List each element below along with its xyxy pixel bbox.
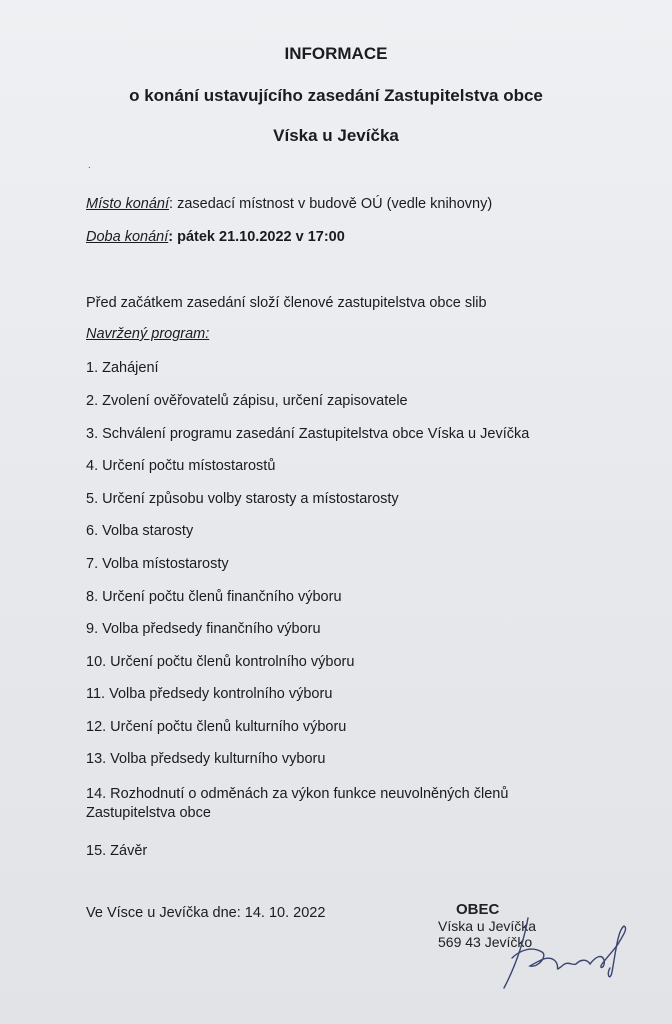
program-item: 1. Zahájení	[86, 360, 159, 376]
program-item: 5. Určení způsobu volby starosty a místostarosty	[86, 491, 399, 507]
time-colon: :	[168, 229, 178, 245]
place-name: Víska u Jevíčka	[273, 126, 399, 145]
program-item: 9. Volba předsedy finančního výboru	[86, 621, 321, 637]
program-item: 12. Určení počtu členů kulturního výboru	[86, 719, 347, 735]
program-item: 10. Určení počtu členů kontrolního výboru	[86, 654, 355, 670]
signature-icon	[490, 910, 640, 1000]
venue-value: : zasedací místnost v budově OÚ (vedle knihovny)	[169, 196, 493, 212]
intro-text: Před začátkem zasedání složí členové zastupitelstva obce slib	[86, 295, 487, 311]
stamp-line-1: OBEC	[456, 901, 500, 918]
program-item: 14. Rozhodnutí o odměnách za výkon funkce neuvolněných členů Zastupitelstva obce	[86, 786, 509, 821]
date-line: Ve Vísce u Jevíčka dne: 14. 10. 2022	[86, 905, 326, 921]
program-item: 13. Volba předsedy kulturního vyboru	[86, 751, 326, 767]
document-title: INFORMACE	[284, 44, 388, 63]
program-item: 7. Volba místostarosty	[86, 556, 229, 572]
program-item: 4. Určení počtu místostarostů	[86, 458, 276, 474]
venue-line	[86, 196, 492, 212]
program-item: 2. Zvolení ověřovatelů zápisu, určení zapisovatele	[86, 393, 408, 409]
stamp-line-2: Víska u Jevíčka	[438, 918, 537, 934]
time-label: Doba konání	[86, 229, 169, 245]
time-value: pátek 21.10.2022 v 17:00	[177, 229, 345, 245]
program-heading: Navržený program:	[86, 326, 210, 342]
stamp-line-3: 569 43 Jevíčko	[438, 934, 533, 950]
program-item: 8. Určení počtu členů finančního výboru	[86, 589, 342, 605]
program-item: 11. Volba předsedy kontrolního výboru	[86, 686, 333, 702]
program-item: 3. Schválení programu zasedání Zastupitelstva obce Víska u Jevíčka	[86, 426, 530, 442]
program-item: 15. Závěr	[86, 843, 148, 859]
venue-label: Místo konání	[86, 196, 170, 212]
program-item: 6. Volba starosty	[86, 523, 194, 539]
document-subtitle: o konání ustavujícího zasedání Zastupitelstva obce	[129, 86, 543, 105]
time-line	[86, 229, 345, 245]
stray-dot: .	[88, 160, 91, 171]
